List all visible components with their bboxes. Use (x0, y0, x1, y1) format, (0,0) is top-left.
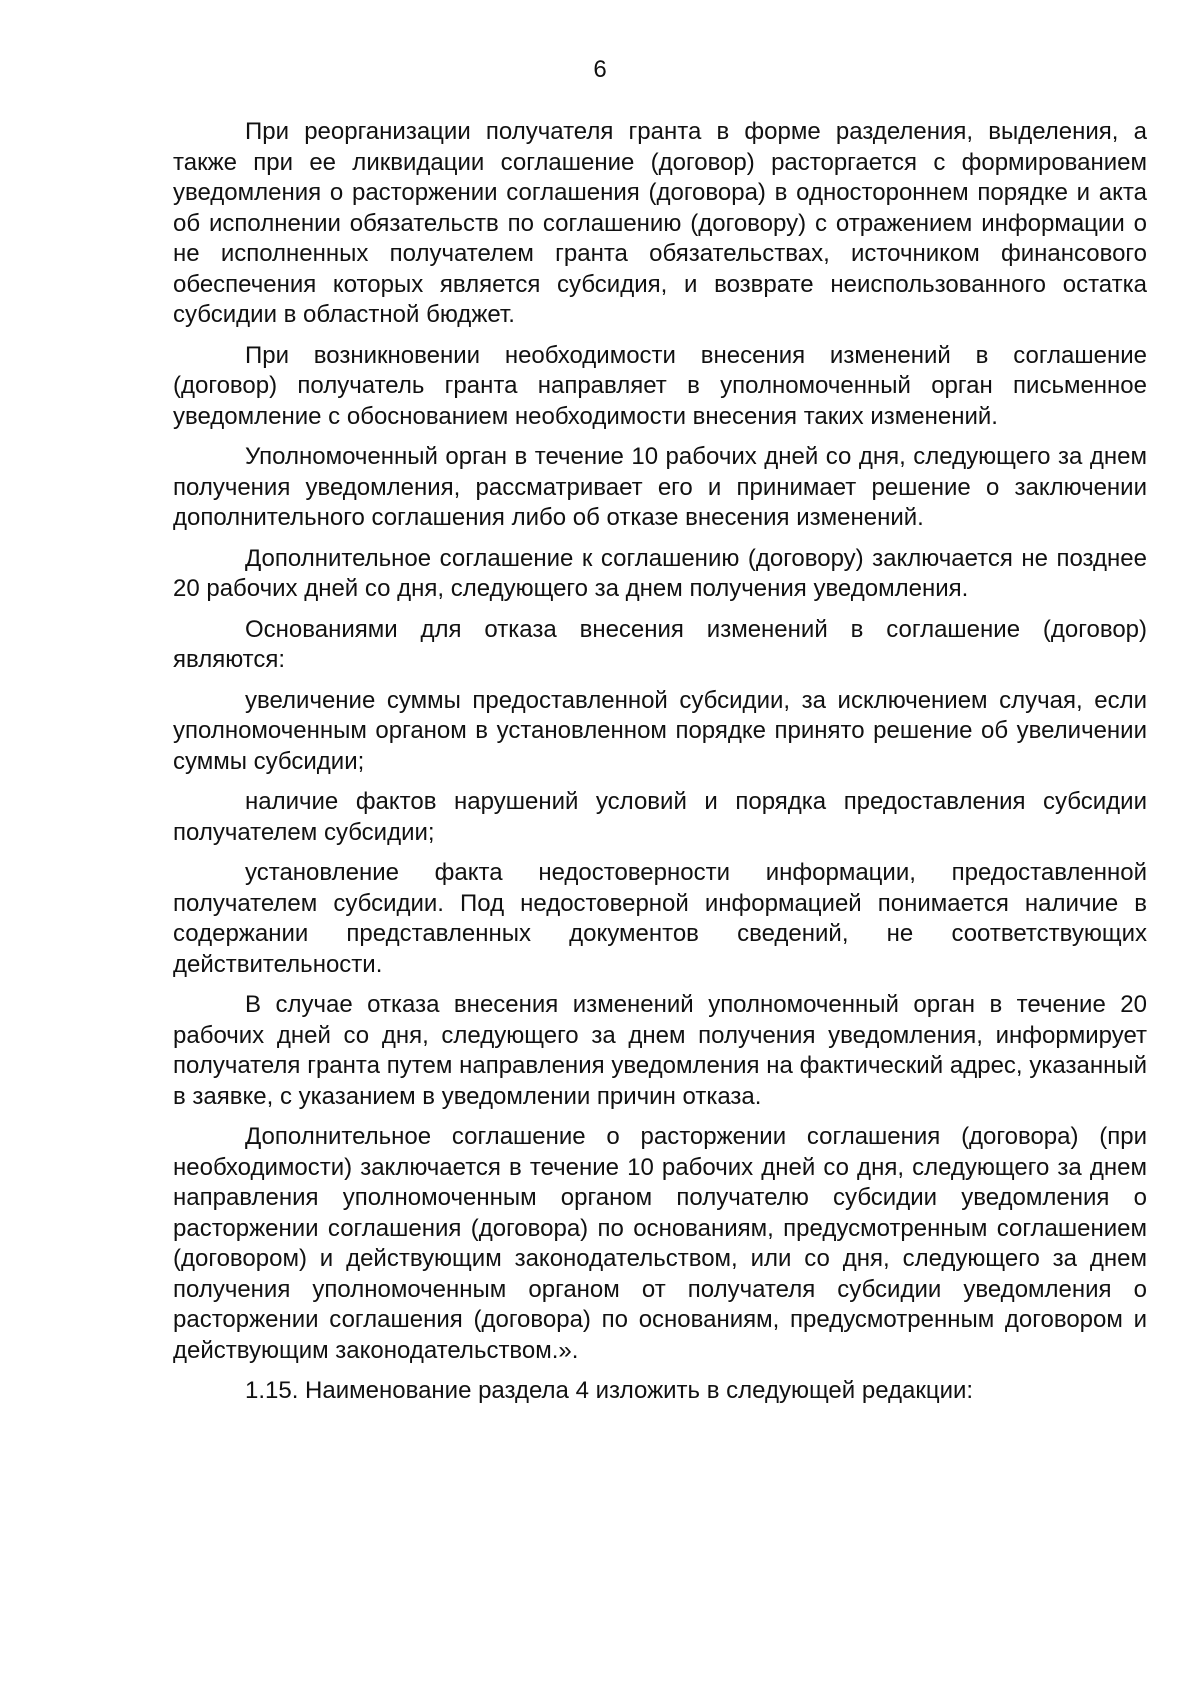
paragraph-additional-agreement: Дополнительное соглашение к соглашению (договору) заключается не позднее 20 рабочих дней со дня, следующего за днем получения уведомления. (173, 544, 1147, 602)
page-number: 6 (593, 56, 607, 83)
paragraph-reorganization: При реорганизации получателя гранта в форме разделения, выделения, а также при ее ликвидации соглашение (договор) расторгается с формированием уведомления о расторжении соглашения (договора) в одностороннем порядке и акта об исполнении обязательств по соглашению (договору) с отражением информации о не исполненных получателем гранта обязательствах, источником финансового обеспечения которых является субсидия, и возврате неиспользованного остатка субсидии в областной бюджет. (173, 118, 1147, 328)
document-body (173, 117, 1147, 1417)
paragraph-refusal-notice: В случае отказа внесения изменений уполномоченный орган в течение 20 рабочих дней со дня, следующего за днем получения уведомления, информирует получателя гранта путем направления уведомления на фактический адрес, указанный в заявке, с указанием в уведомлении причин отказа. (173, 991, 1147, 1110)
paragraph-termination-agreement: Дополнительное соглашение о расторжении соглашения (договора) (при необходимости) заключается в течение 10 рабочих дней со дня, следующего за днем направления уполномоченным органом получателю субсидии уведомления о расторжении соглашения (договора) по основаниям, предусмотренным соглашением (договором) и действующим законодательством, или со дня, следующего за днем получения уполномоченным органом от получателя субсидии уведомления о расторжении соглашения (договора) по основаниям, предусмотренным договором и действующим законодательством.». (173, 1123, 1147, 1364)
paragraph-ground-violations: наличие фактов нарушений условий и порядка предоставления субсидии получателем субсидии; (173, 788, 1147, 846)
paragraph-refusal-grounds: Основаниями для отказа внесения изменений в соглашение (договор) являются: (173, 615, 1147, 673)
paragraph-ground-increase: увеличение суммы предоставленной субсидии, за исключением случая, если уполномоченным органом в установленном порядке принято решение об увеличении суммы субсидии; (173, 686, 1147, 775)
paragraph-change-request: При возникновении необходимости внесения изменений в соглашение (договор) получатель гранта направляет в уполномоченный орган письменное уведомление с обоснованием необходимости внесения таких изменений. (173, 341, 1147, 430)
paragraph-section-title-change: 1.15. Наименование раздела 4 изложить в следующей редакции: (245, 1377, 974, 1404)
paragraph-review-period: Уполномоченный орган в течение 10 рабочих дней со дня, следующего за днем получения уведомления, рассматривает его и принимает решение о заключении дополнительного соглашения либо об отказе внесения изменений. (173, 443, 1147, 531)
paragraph-ground-false-info: установление факта недостоверности информации, предоставленной получателем субсидии. Под недостоверной информацией понимается наличие в содержании представленных документов сведений, не соответствующих действительности. (173, 859, 1147, 978)
